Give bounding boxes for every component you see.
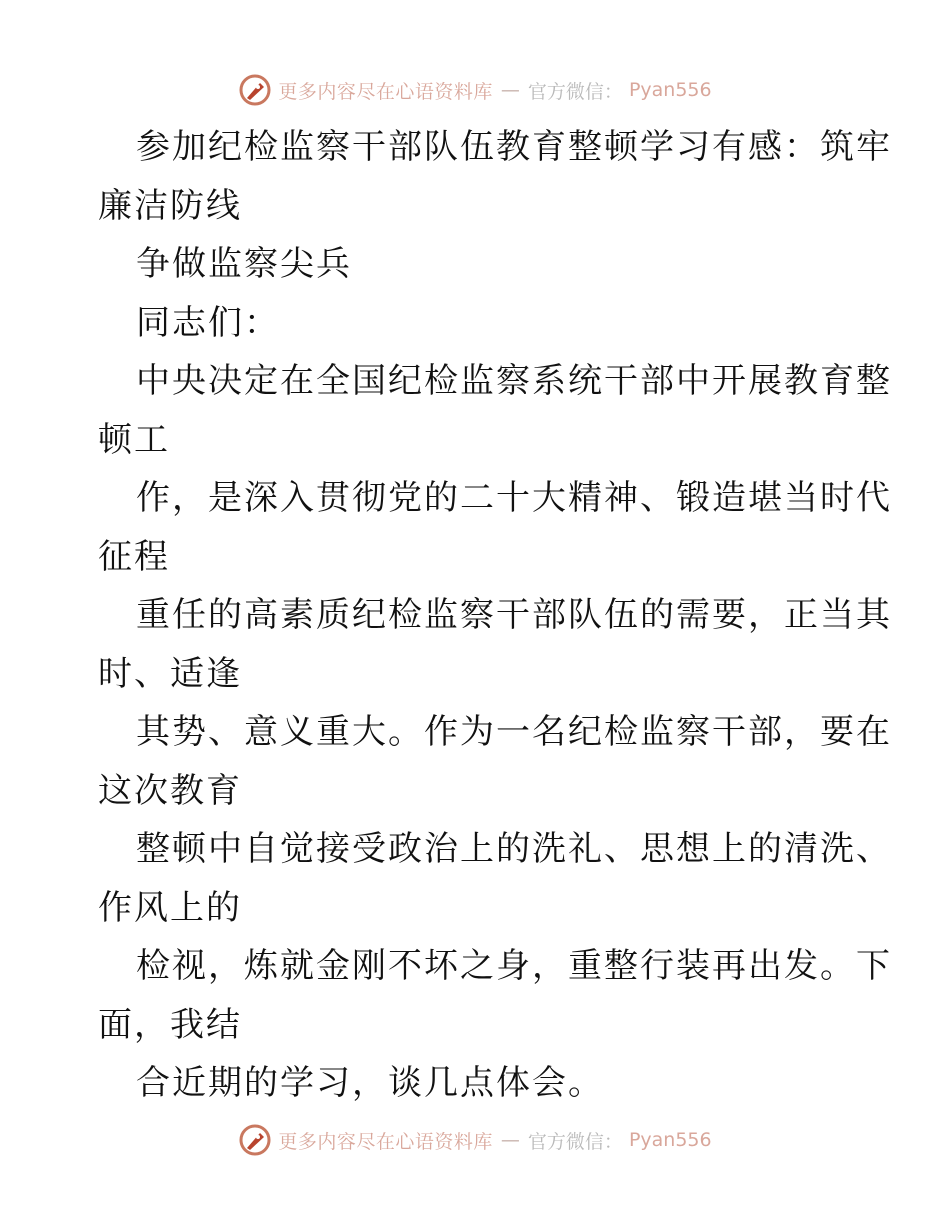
watermark-text: 更多内容尽在心语资料库 — [278, 1130, 493, 1153]
subtitle-line: 争做监察尖兵 — [136, 244, 352, 284]
pen-nib-logo-icon — [238, 73, 272, 107]
body-line: 征程 — [98, 536, 170, 577]
body-line: 整顿中自觉接受政治上的洗礼、思想上的清洗、 — [136, 829, 892, 869]
footer-watermark — [0, 1120, 950, 1160]
watermark-separator: — — [500, 79, 520, 101]
watermark-text: 更多内容尽在心语资料库 — [278, 80, 493, 103]
body-line: 这次教育 — [98, 770, 242, 811]
title-line-1: 参加纪检监察干部队伍教育整顿学习有感：筑牢 — [136, 127, 892, 167]
body-line: 其势、意义重大。作为一名纪检监察干部，要在 — [136, 712, 892, 752]
watermark-wechat-id: Pyan556 — [628, 1129, 712, 1151]
watermark-separator: — — [500, 1129, 520, 1151]
body-line: 顿工 — [98, 419, 170, 460]
header-watermark — [0, 70, 950, 110]
body-line: 面，我结 — [98, 1004, 242, 1045]
salutation: 同志们： — [136, 302, 280, 343]
document-body — [98, 118, 892, 1113]
body-line: 作，是深入贯彻党的二十大精神、锻造堪当时代 — [136, 478, 892, 518]
body-line: 重任的高素质纪检监察干部队伍的需要，正当其 — [136, 595, 892, 635]
title-line-2: 廉洁防线 — [98, 185, 242, 226]
body-line: 中央决定在全国纪检监察系统干部中开展教育整 — [136, 361, 892, 401]
body-line: 合近期的学习，谈几点体会。 — [136, 1063, 604, 1103]
body-line: 检视，炼就金刚不坏之身，重整行装再出发。下 — [136, 946, 892, 986]
pen-nib-logo-icon — [238, 1123, 272, 1157]
watermark-wechat-label: 官方微信： — [527, 1130, 623, 1153]
body-line: 作风上的 — [98, 887, 242, 928]
watermark-wechat-label: 官方微信： — [527, 80, 623, 103]
watermark-wechat-id: Pyan556 — [628, 79, 712, 101]
body-line: 时、适逢 — [98, 653, 242, 694]
